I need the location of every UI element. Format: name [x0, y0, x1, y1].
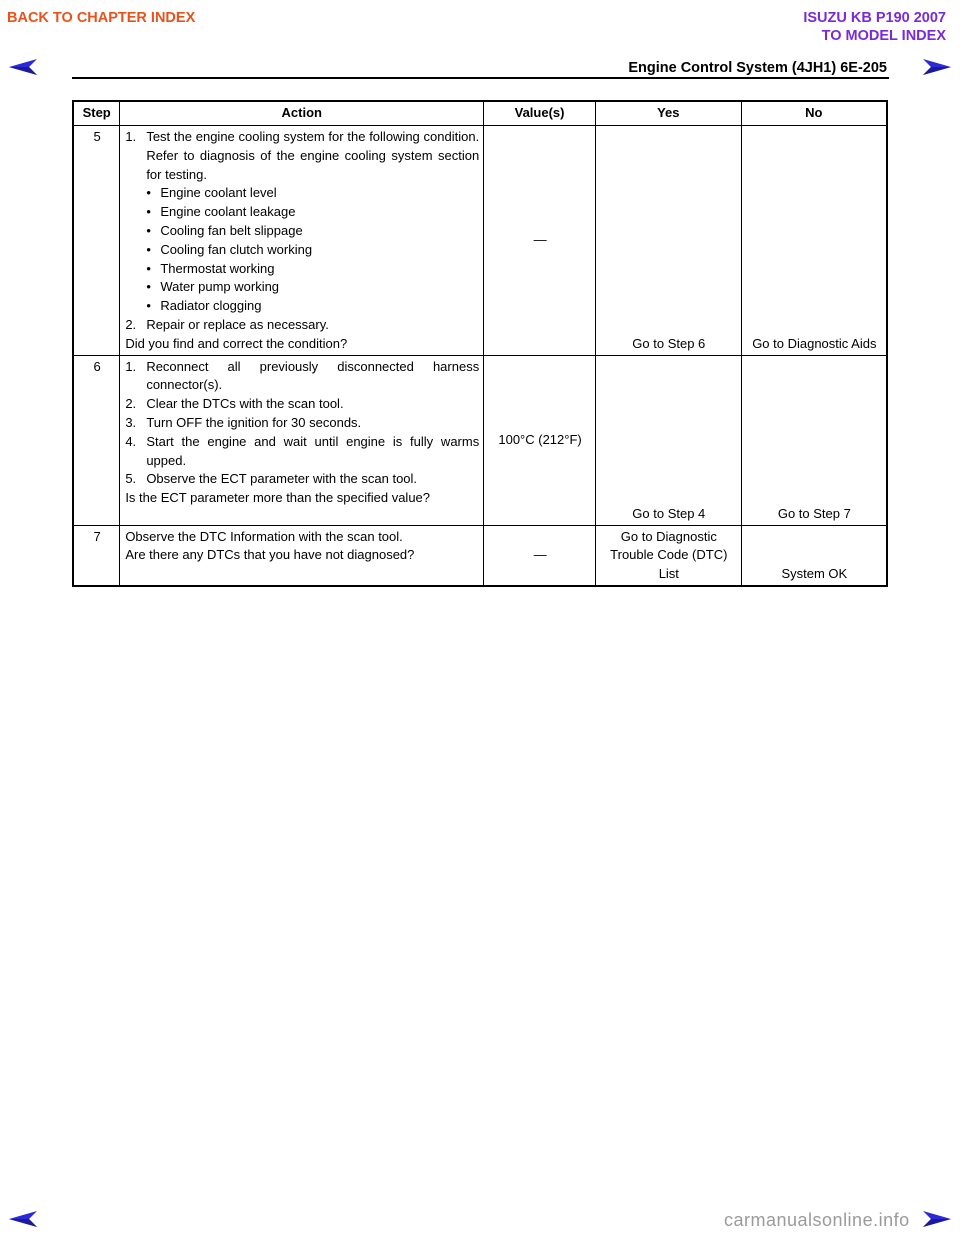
- value-cell: 100°C (212°F): [484, 355, 596, 525]
- value-cell: —: [484, 126, 596, 356]
- table-header-row: [73, 101, 887, 126]
- step-number: 6: [73, 355, 120, 525]
- action-step: 2. Repair or replace as necessary.: [125, 316, 329, 332]
- next-page-right-arrow-icon[interactable]: [922, 58, 952, 76]
- no-cell: System OK: [741, 525, 887, 586]
- action-step: 5. Observe the ECT parameter with the scan tool.: [125, 471, 418, 487]
- page-header-title: Engine Control System (4JH1) 6E-205: [628, 60, 887, 76]
- no-cell: Go to Step 7: [741, 355, 887, 525]
- action-cell: [120, 126, 484, 356]
- no-cell: Go to Diagnostic Aids: [741, 126, 887, 356]
- action-question: Are there any DTCs that you have not diagnosed?: [125, 547, 415, 563]
- action-question: Did you find and correct the condition?: [125, 335, 348, 351]
- to-model-index-link[interactable]: TO MODEL INDEX: [821, 28, 946, 44]
- model-name-link[interactable]: ISUZU KB P190 2007: [803, 10, 946, 26]
- action-question: Is the ECT parameter more than the specified value?: [125, 490, 431, 506]
- header-yes: Yes: [595, 101, 741, 126]
- back-to-chapter-index-link[interactable]: BACK TO CHAPTER INDEX: [7, 10, 196, 26]
- bullet-item: • Thermostat working: [125, 260, 479, 279]
- yes-cell: Go to Step 6: [595, 126, 741, 356]
- action-step: 3. Turn OFF the ignition for 30 seconds.: [125, 414, 362, 430]
- bullet-item: • Engine coolant level: [125, 184, 479, 203]
- prev-page-left-arrow-icon[interactable]: [8, 58, 38, 76]
- prev-page-left-arrow-icon-bottom[interactable]: [8, 1210, 38, 1228]
- action-step: 1. Reconnect all previously disconnected harness connector(s).: [125, 358, 480, 393]
- diagnostic-table: [72, 100, 888, 587]
- action-step: 4. Start the engine and wait until engine is fully warms upped.: [125, 433, 480, 468]
- bullet-item: • Cooling fan clutch working: [125, 241, 479, 260]
- header-rule: [72, 77, 889, 79]
- bullet-list: [125, 184, 479, 316]
- bullet-item: • Water pump working: [125, 278, 479, 297]
- header-no: No: [741, 101, 887, 126]
- value-cell: —: [484, 525, 596, 586]
- step-number: 5: [73, 126, 120, 356]
- yes-cell: Go to Diagnostic Trouble Code (DTC) List: [595, 525, 741, 586]
- yes-cell: Go to Step 4: [595, 355, 741, 525]
- action-cell: [120, 355, 484, 525]
- action-step: 1. Test the engine cooling system for the following condition. Refer to diagnosis of the engine cooling system section for testing.: [125, 129, 480, 182]
- header-step: Step: [73, 101, 120, 126]
- bullet-item: • Cooling fan belt slippage: [125, 222, 479, 241]
- step-number: 7: [73, 525, 120, 586]
- bullet-item: • Radiator clogging: [125, 297, 479, 316]
- header-values: Value(s): [484, 101, 596, 126]
- header-action: Action: [120, 101, 484, 126]
- footer-watermark: carmanualsonline.info: [724, 1210, 910, 1230]
- bullet-item: • Engine coolant leakage: [125, 203, 479, 222]
- action-step: 2. Clear the DTCs with the scan tool.: [125, 396, 344, 412]
- action-cell: [120, 525, 484, 586]
- table-row: [73, 525, 887, 586]
- next-page-right-arrow-icon-bottom[interactable]: [922, 1210, 952, 1228]
- table-row: [73, 355, 887, 525]
- table-row: [73, 126, 887, 356]
- action-line: Observe the DTC Information with the scan tool.: [125, 528, 403, 544]
